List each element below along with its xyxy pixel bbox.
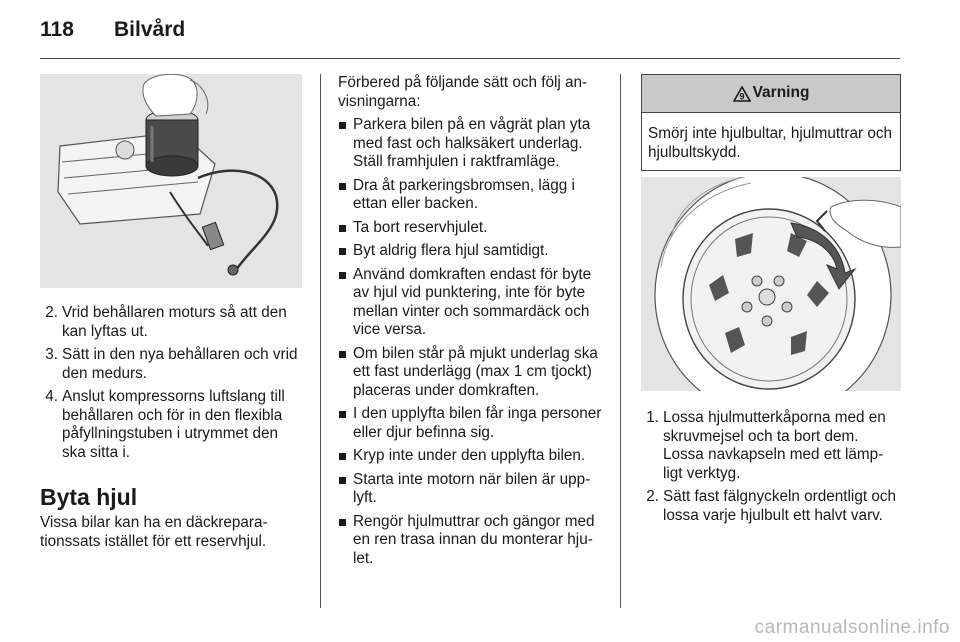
list-item (641, 488, 901, 525)
compressor-drawing (40, 74, 302, 288)
list-item: Om bilen står på mjukt underlag ska ett fast underlägg (max 1 cm tjockt) placeras under domkraften. (338, 345, 604, 401)
step-text: Lossa hjulmutterkåporna med en skruvmejsel och ta bort dem. Lossa navkapseln med ett lämp-ligt verktyg. (663, 409, 886, 482)
bullet-icon (339, 411, 346, 418)
bullet-icon (339, 225, 346, 232)
column-left (40, 74, 302, 551)
bullet-icon (339, 453, 346, 460)
page-number: 118 (40, 18, 74, 41)
step-text: Anslut kompressorns luftslang till behållaren och för in den flexibla påfyllningstuben i utrymmet den ska sitta i. (62, 388, 285, 461)
warning-text: Smörj inte hjulbultar, hjulmuttrar och hjulbultskydd. (648, 125, 893, 161)
header-rule (40, 58, 900, 59)
bullet-icon (339, 272, 346, 279)
steps-list-left (40, 304, 302, 462)
list-item: Rengör hjulmuttrar och gängor med en ren trasa innan du monterar hju-let. (338, 513, 604, 569)
page-title: Bilvård (114, 18, 186, 41)
watermark: carmanualsonline.info (754, 617, 950, 638)
bullet-icon (339, 519, 346, 526)
wheel-illustration (641, 177, 901, 391)
list-item: Kryp inte under den upplyfta bilen. (338, 447, 604, 466)
preparation-list (338, 116, 604, 568)
list-item: Dra åt parkeringsbromsen, lägg i ettan eller backen. (338, 177, 604, 214)
section-heading: Byta hjul (40, 484, 138, 510)
list-item (40, 346, 302, 383)
step-number: 2. (646, 488, 659, 505)
column-middle (338, 74, 604, 573)
step-text: Sätt fast fälgnyckeln ordentligt och lossa varje hjulbult ett halvt varv. (663, 488, 896, 524)
list-item: Byt aldrig flera hjul samtidigt. (338, 242, 604, 261)
list-item: Använd domkraften endast för byte av hjul vid punktering, inte för byte mellan vinter och sommardäck och vice versa. (338, 266, 604, 340)
warning-box (641, 74, 901, 171)
column-divider-2 (620, 74, 621, 608)
column-right (641, 74, 901, 530)
list-item (40, 304, 302, 341)
column-divider-1 (320, 74, 321, 608)
bullet-icon (339, 122, 346, 129)
step-number: 1. (646, 409, 659, 426)
list-item: I den upplyfta bilen får inga personer eller djur befinna sig. (338, 405, 604, 442)
warning-title: Varning (752, 84, 810, 102)
svg-text:9: 9 (739, 91, 745, 101)
step-number: 4. (45, 388, 58, 405)
step-text: Sätt in den nya behållaren och vrid den medurs. (62, 346, 298, 382)
warning-triangle-icon (733, 86, 751, 102)
compressor-illustration (40, 74, 302, 288)
step-number: 2. (45, 304, 58, 321)
bullet-icon (339, 248, 346, 255)
warning-header (642, 75, 900, 113)
list-item (641, 409, 901, 483)
bullet-icon (339, 351, 346, 358)
list-item: Ta bort reservhjulet. (338, 219, 604, 238)
wheel-drawing (641, 177, 901, 391)
list-item: Starta inte motorn när bilen är upp-lyft. (338, 471, 604, 508)
section-body: Vissa bilar kan ha en däckrepara-tionssats istället för ett reservhjul. (40, 514, 268, 550)
step-number: 3. (45, 346, 58, 363)
page-header (40, 18, 900, 48)
step-text: Vrid behållaren moturs så att den kan lyftas ut. (62, 304, 287, 340)
bullet-icon (339, 477, 346, 484)
list-item: Parkera bilen på en vågrät plan yta med fast och halksäkert underlag. Ställ framhjulen i raktframläge. (338, 116, 604, 172)
intro-text: Förbered på följande sätt och följ an-visningarna: (338, 74, 588, 110)
steps-list-right (641, 409, 901, 525)
list-item (40, 388, 302, 462)
bullet-icon (339, 183, 346, 190)
